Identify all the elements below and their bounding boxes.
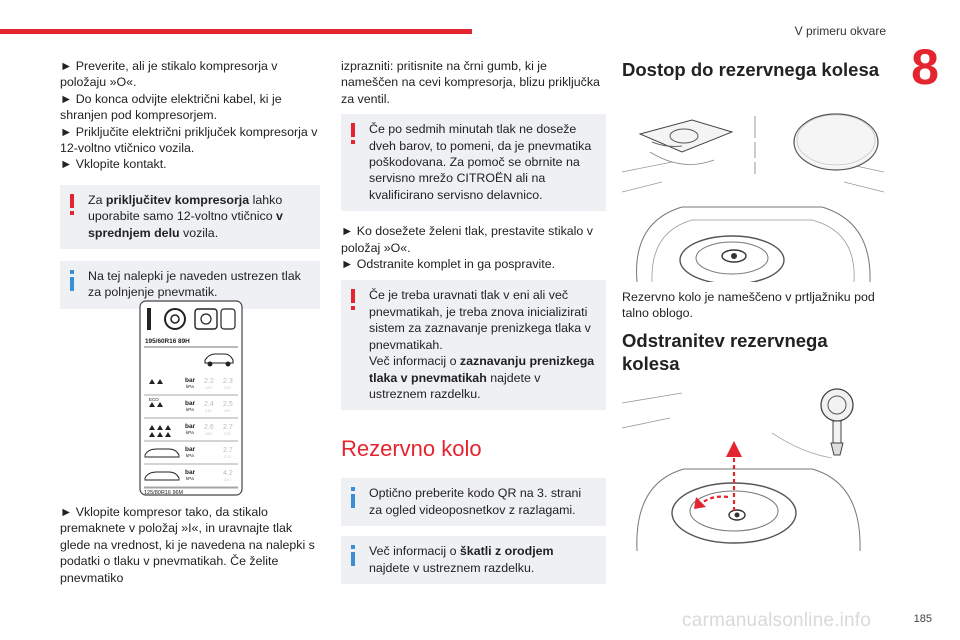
heading-remove-spare: Odstranitev rezervnega kolesa xyxy=(622,330,828,374)
column-2 xyxy=(341,58,606,584)
warning-icon xyxy=(350,289,356,311)
pressure-value-kpa: 420 xyxy=(224,477,231,482)
pressure-value-kpa: 230 xyxy=(224,385,231,390)
warning-text: lahko uporabite samo 12-voltno vtičnico xyxy=(88,192,283,224)
warning-text: vozila. xyxy=(179,225,219,240)
tire-pressure-label xyxy=(139,300,243,496)
pressure-value-kpa: 270 xyxy=(224,431,231,436)
warning-box-reinit xyxy=(341,280,606,410)
warning-bold: v sprednjem delu xyxy=(88,209,283,240)
header-title: V primeru okvare xyxy=(794,24,886,38)
info-box-qr xyxy=(341,478,606,526)
pressure-unit-kpa: kPa xyxy=(186,430,194,435)
pressure-value-kpa: 220 xyxy=(205,385,212,390)
step-desired-pressure: ► Ko dosežete želeni tlak, prestavite stikalo v položaj »O«. xyxy=(341,224,593,255)
warning-box-pressure xyxy=(341,114,606,211)
step-3: ► Priključite električni priključek kompresorja v 12-voltno vtičnico vozila. xyxy=(60,124,318,156)
warning-text: Če je treba uravnati tlak v eni ali več pnevmatikah, je treba znova inicializirati sistem za zaznavanje prenizkega tlaka v pnevmatikah. xyxy=(369,288,591,352)
step-4: ► Vklopite kontakt. xyxy=(60,157,167,172)
header-red-bar xyxy=(0,29,472,34)
pressure-value-kpa: 260 xyxy=(205,431,212,436)
warning-icon xyxy=(69,194,75,216)
tire-size-bottom: 125/80R16 96M xyxy=(144,490,184,496)
warning-icon xyxy=(350,123,356,145)
pressure-value: 2.3 xyxy=(223,378,233,385)
pressure-value: 2.7 xyxy=(223,424,233,431)
warning-text: Za xyxy=(88,192,106,207)
pressure-value: 2.4 xyxy=(204,401,214,408)
step-5: ► Vklopite kompresor tako, da stikalo premaknete v položaj »I«, in uravnajte tlak glede na vrednost, ki je navedena na nalepki s podatki o tlaku v pnevmatikah. Če želite pnevmatiko xyxy=(60,505,315,585)
info-box-toolbox xyxy=(341,536,606,584)
tire-label-illustration xyxy=(139,300,243,496)
warning-bold: priključitev kompresorja xyxy=(105,192,250,207)
warning-text: Več informacij o xyxy=(369,354,460,369)
step-2: ► Do konca odvijte električni kabel, ki je shranjen pod kompresorjem. xyxy=(60,91,282,123)
tire-size-top: 195/60R16 89H xyxy=(145,338,190,345)
info-icon xyxy=(350,545,356,567)
pressure-unit-bar: bar xyxy=(185,377,196,384)
watermark: carmanualsonline.info xyxy=(682,610,872,631)
heading-access-spare: Dostop do rezervnega kolesa xyxy=(622,59,880,80)
chapter-number: 8 xyxy=(890,36,960,98)
warning-bold: zaznavanju prenizkega tlaka v pnevmatikah xyxy=(369,354,595,385)
deflate-text: izprazniti: pritisnite na črni gumb, ki je nameščen na cevi kompresorja, blizu priključka za ventil. xyxy=(341,59,600,106)
remove-spare-wheel-illustration xyxy=(622,383,884,551)
pressure-value: 2.5 xyxy=(223,401,233,408)
pressure-unit-bar: bar xyxy=(185,423,196,430)
info-icon xyxy=(69,270,75,292)
pressure-unit-bar: bar xyxy=(185,446,196,453)
pressure-unit-kpa: kPa xyxy=(186,476,194,481)
info-bold: škatli z orodjem xyxy=(459,544,554,559)
step-1: ► Preverite, ali je stikalo kompresorja v položaju »O«. xyxy=(60,59,278,90)
step-remove-kit: ► Odstranite komplet in ga pospravite. xyxy=(341,257,556,272)
warning-text: Če po sedmih minutah tlak ne doseže dveh barov, to pomeni, da je pnevmatika poškodovana. Za pomoč se obrnite na servisno mrežo CITROËN ali na kvalificirano servisno delavnico. xyxy=(369,122,592,202)
pressure-unit-bar: bar xyxy=(185,400,196,407)
page-number: 185 xyxy=(913,613,932,625)
pressure-value: 2.7 xyxy=(223,447,233,454)
warning-box-compressor xyxy=(60,185,320,249)
info-text: Na tej nalepki je naveden ustrezen tlak za polnjenje pnevmatik. xyxy=(88,269,301,300)
pressure-value: 2.6 xyxy=(204,424,214,431)
info-text: Več informacij o xyxy=(369,544,460,559)
info-icon xyxy=(350,487,356,509)
caption-spare-location: Rezervno kolo je nameščeno v prtljažniku pod talno oblogo. xyxy=(622,290,875,321)
trunk-spare-wheel-illustration xyxy=(622,112,884,282)
pressure-value-kpa: 250 xyxy=(224,408,231,413)
pressure-unit-bar: bar xyxy=(185,469,196,476)
eco-label: ECO xyxy=(149,397,159,402)
pressure-value-kpa: 240 xyxy=(205,408,212,413)
pressure-value: 4.2 xyxy=(223,470,233,477)
section-title-spare-wheel: Rezervno kolo xyxy=(341,436,482,462)
info-text: najdete v ustreznem razdelku. xyxy=(369,560,535,575)
pressure-value: 2.2 xyxy=(204,378,214,385)
column-3 xyxy=(622,58,886,374)
pressure-unit-kpa: kPa xyxy=(186,384,194,389)
pressure-unit-kpa: kPa xyxy=(186,407,194,412)
pressure-value-kpa: 270 xyxy=(224,454,231,459)
pressure-unit-kpa: kPa xyxy=(186,453,194,458)
info-text: Optično preberite kodo QR na 3. strani za ogled videoposnetkov z razlagami. xyxy=(369,486,582,517)
warning-text: najdete v ustreznem razdelku. xyxy=(369,370,541,401)
